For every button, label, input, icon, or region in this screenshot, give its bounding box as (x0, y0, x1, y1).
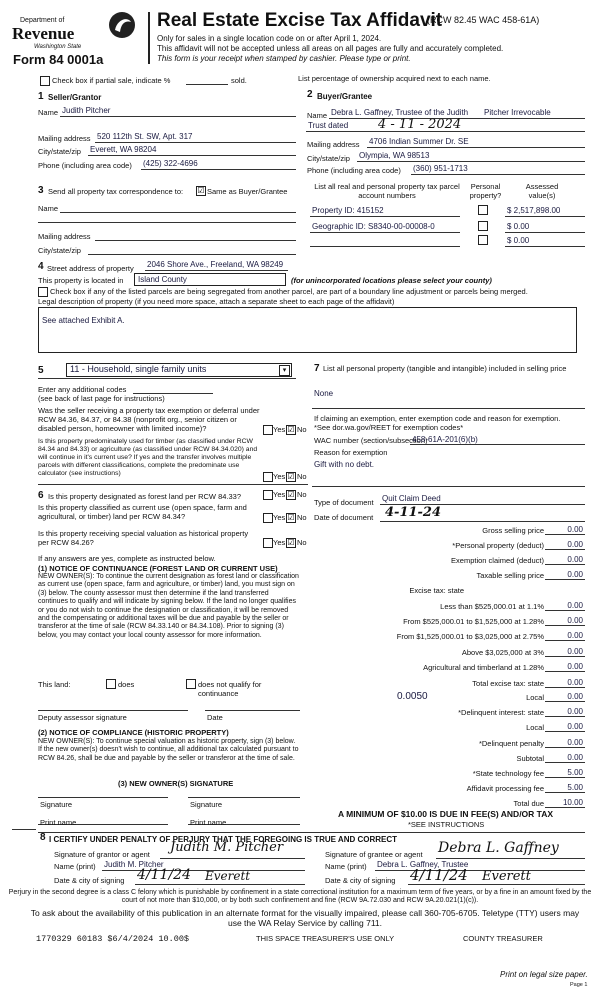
tax-value[interactable]: 0.00 (567, 678, 583, 687)
corr-address-label: Mailing address (38, 232, 91, 241)
same-as-buyer-checkbox[interactable]: ☑ (197, 186, 205, 195)
corr-name-label: Name (38, 204, 59, 213)
tax-label: Total due (513, 799, 544, 808)
legal-size-note: Print on legal size paper. (500, 970, 588, 979)
page-number: Page 1 (570, 982, 588, 988)
use-number: 5 (38, 365, 44, 376)
personal-property-checkbox[interactable] (478, 221, 488, 231)
grantee-name-line (375, 870, 585, 871)
grantee-date-line (408, 884, 585, 885)
parcel-col-header: List all real and personal property tax parcel account numbers (314, 182, 460, 200)
tax-label: Affidavit processing fee (466, 784, 544, 793)
tax-label: Less than $525,000.01 at 1.1% (440, 602, 544, 611)
see-instructions-note: *SEE INSTRUCTIONS (408, 820, 485, 829)
seller-address-label: Mailing address (38, 134, 91, 143)
notice1-body: NEW OWNER(S): To continue the current designation as forest land or classification as current use (open space, farm and agriculture, or timber) land, you must sign on (3) below. The county assessor must then determine if the land transferred continues to qualify and will indicate by signing below. If the land no longer qualifies or you do not wish to continue the designation or classification, it will be removed and the compensating or additional taxes will be due and payable by the seller or transferor at the time of sale (RCW 84.33.140 or 84.34.108). Prior to signing (3) below, you may contact your local county assessor for more information. (38, 573, 299, 639)
tax-value[interactable]: 0.00 (567, 722, 583, 731)
personal-property-value[interactable]: None (314, 389, 334, 398)
tax-value-line (545, 762, 585, 763)
tax-label: From $525,000.01 to $1,525,000 at 1.28% (403, 617, 544, 626)
agency-top: Department of (20, 17, 65, 24)
county-select[interactable] (134, 273, 286, 286)
assessed-line (505, 246, 585, 247)
tax-value-line (545, 610, 585, 611)
new-owner-signature-line-1[interactable] (38, 797, 168, 798)
grantor-date[interactable]: 4/11/24 (137, 867, 191, 883)
notice1-title: (1) NOTICE OF CONTINUANCE (FOREST LAND OR CURRENT USE) (38, 564, 278, 573)
seller-address-line (95, 142, 296, 143)
deputy-date-label: Date (207, 713, 223, 722)
notice2-title: (2) NOTICE OF COMPLIANCE (HISTORIC PROPERTY) (38, 728, 229, 737)
seller-city-line (88, 155, 296, 156)
wac-value[interactable]: 458-61A-201(6)(b) (412, 435, 478, 444)
grantor-signature-label: Signature of grantor or agent (54, 850, 150, 859)
parcel-account[interactable]: Geographic ID: S8340-00-00008-0 (312, 222, 435, 231)
form-number: Form 84 0001a (13, 52, 104, 67)
legal-description-field[interactable] (38, 307, 577, 353)
tax-value-line (545, 777, 585, 778)
partial-percent-line[interactable] (186, 84, 228, 85)
tax-value-line (545, 564, 585, 565)
tax-value-line (545, 579, 585, 580)
personal-number: 7 (314, 363, 320, 374)
correspondence-label: Send all property tax correspondence to: (48, 187, 184, 196)
seller-phone-line (141, 169, 296, 170)
seller-name-line (60, 116, 296, 117)
partial-sale-sold: sold. (231, 76, 247, 85)
ownership-note: List percentage of ownership acquired next to each name. (298, 74, 491, 83)
tax-value-line (545, 792, 585, 793)
buyer-trust-date[interactable]: 4 - 11 - 2024 (378, 117, 462, 132)
grantee-date[interactable]: 4/11/24 (410, 866, 468, 884)
correspondence-number: 3 (38, 185, 44, 196)
local-rate: 0.0050 (397, 691, 428, 702)
new-owner-print-label-1: Print name (40, 818, 77, 827)
parcel-account[interactable]: Property ID: 415152 (312, 206, 384, 215)
grantor-city[interactable]: Everett (205, 869, 251, 883)
county-treasurer-label: COUNTY TREASURER (463, 934, 543, 943)
tax-value-line (545, 640, 585, 641)
buyer-name-line2[interactable]: Trust dated (308, 121, 349, 130)
tax-value[interactable]: 0.00 (567, 647, 583, 656)
use-code-value: 11 - Household, single family units (70, 364, 207, 374)
reason-rule (312, 486, 585, 487)
forest-q1-no-label: No (297, 490, 307, 499)
tax-value[interactable]: 0.00 (567, 616, 583, 625)
seller-phone-label: Phone (including area code) (38, 161, 132, 170)
tax-label: Local (526, 693, 544, 702)
buyer-address-label: Mailing address (307, 140, 360, 149)
corr-name-line[interactable] (60, 212, 296, 213)
header-note-3: This form is your receipt when stamped by cashier. Please type or print. (157, 54, 411, 63)
tax-label: Total excise tax: state (472, 679, 544, 688)
county-value: Island County (138, 275, 187, 284)
chevron-down-icon[interactable]: ▾ (279, 365, 290, 376)
grantee-city[interactable]: Everett (482, 869, 531, 884)
receipt-stamp: 1770329 60183 $6/4/2024 10.00$ (36, 934, 190, 944)
notice2-body: NEW OWNER(S): To continue special valuation as historic property, sign (3) below. If the new owner(s) doesn't wish to continue, all additional tax calculated pursuant to RCW 84.26, shall be due and payable by the seller or transferor at the time of sale. (38, 738, 299, 762)
use-code-select[interactable] (66, 363, 292, 377)
buyer-address[interactable]: 4706 Indian Summer Dr. SE (369, 137, 469, 146)
partial-sale-checkbox[interactable] (40, 76, 50, 86)
additional-codes-note: (see back of last page for instructions) (38, 394, 165, 403)
grantee-name[interactable]: Debra L. Gaffney, Trustee (377, 860, 469, 869)
seller-address[interactable]: 520 112th St. SW, Apt. 317 (97, 132, 193, 141)
tax-value-line (545, 731, 585, 732)
tax-label: *Delinquent penalty (478, 739, 544, 748)
corr-city-line[interactable] (88, 254, 296, 255)
forest-q1: Is this property designated as forest land per RCW 84.33? (48, 492, 242, 501)
tax-value[interactable]: 0.00 (567, 707, 583, 716)
header-note-1: Only for sales in a single location code on or after April 1, 2024. (157, 34, 382, 43)
deputy-signature-label: Deputy assessor signature (38, 713, 127, 722)
minimum-due-note: A MINIMUM OF $10.00 IS DUE IN FEE(S) AND/OR TAX (338, 809, 554, 819)
forest-q2-yes-label: Yes (273, 513, 286, 522)
forest-q2-yes-checkbox[interactable] (263, 513, 273, 523)
grantor-name-label: Name (print) (54, 862, 96, 871)
tax-label: Above $3,025,000 at 3% (461, 648, 544, 657)
timber-no-checkbox[interactable]: ☑ (287, 472, 295, 481)
location-number: 4 (38, 261, 44, 272)
assessed-value[interactable]: $ 0.00 (507, 236, 530, 245)
corr-name-line2[interactable] (38, 222, 296, 223)
tax-label: From $1,525,000.01 to $3,025,000 at 2.75% (396, 632, 544, 641)
section-5-bottom-rule (38, 484, 308, 485)
new-owner-signature-line-2[interactable] (188, 797, 300, 798)
buyer-address-line (367, 147, 585, 148)
street-line (145, 270, 288, 271)
form-title: Real Estate Excise Tax Affidavit (157, 10, 443, 31)
legal-description-label: Legal description of property (if you need more space, attach a separate sheet to each page of the affidavit) (38, 297, 395, 306)
treasurer-use-note: THIS SPACE TREASURER'S USE ONLY (256, 934, 395, 943)
new-owner-signature-label-2: Signature (190, 800, 223, 809)
assessed-line (505, 216, 585, 217)
document-date[interactable]: 4-11-24 (385, 505, 442, 520)
section-5-rule (38, 378, 296, 379)
grantor-name-line (102, 870, 305, 871)
timber-yes-checkbox[interactable] (263, 472, 273, 482)
tax-label: *State technology fee (472, 769, 544, 778)
land-does-not-checkbox[interactable] (186, 679, 196, 689)
if-yes-note: If any answers are yes, complete as instructed below. (38, 554, 216, 563)
personal-col-header: Personal property? (469, 182, 502, 200)
seller-phone[interactable]: (425) 322-4696 (143, 159, 198, 168)
forest-q3-no-checkbox[interactable]: ☑ (287, 538, 295, 547)
form-rcw: (RCW 82.45 WAC 458-61A) (427, 15, 540, 25)
forest-q3: Is this property receiving special valuation as historical property per RCW 84.26? (38, 529, 249, 547)
tax-value[interactable]: 5.00 (567, 783, 583, 792)
forest-q1-no-checkbox[interactable]: ☑ (287, 490, 295, 499)
segregated-note: Check box if any of the listed parcels are being segregated from another parcel, are part of a boundary line adjustment or parcels being merged. (50, 287, 528, 296)
land-does-label: does (118, 680, 135, 689)
grantor-signature[interactable]: Judith M. Pitcher (170, 840, 284, 855)
buyer-city-label: City/state/zip (307, 154, 350, 163)
document-date-label: Date of document (314, 513, 374, 522)
grantee-signature-line (436, 858, 585, 859)
section-8-rule (38, 832, 585, 833)
timber-yes-label: Yes (273, 472, 286, 481)
tax-label: Taxable selling price (476, 571, 544, 580)
tax-value-line (545, 687, 585, 688)
certify-heading: I CERTIFY UNDER PENALTY OF PERJURY THAT THE FOREGOING IS TRUE AND CORRECT (49, 835, 398, 844)
buyer-city-line (357, 161, 585, 162)
buyer-city[interactable]: Olympia, WA 98513 (359, 151, 430, 160)
tax-label: Excise tax: state (409, 586, 464, 595)
new-owner-signature-label-1: Signature (40, 800, 73, 809)
tax-value-line (545, 549, 585, 550)
assessed-col-header: Assessed value(s) (525, 182, 559, 200)
tax-value-line (545, 625, 585, 626)
new-owner-print-label-2: Print name (190, 818, 227, 827)
additional-codes-label: Enter any additional codes (38, 385, 127, 394)
buyer-phone-line (411, 174, 585, 175)
buyer-name-label: Name (307, 111, 328, 120)
buyer-number: 2 (307, 89, 313, 100)
tax-value[interactable]: 0.00 (567, 601, 583, 610)
agency-name: Revenue (12, 24, 75, 43)
seller-city-label: City/state/zip (38, 147, 81, 156)
tax-value-line (545, 656, 585, 657)
grantor-signature-line (160, 858, 305, 859)
tax-value-line (545, 534, 585, 535)
exemption-question: Was the seller receiving a property tax exemption or deferral under RCW 84.36, 84.37, or 84.38 (nonprofit org., senior citizen or disabled person, homeowner with limited income)? (38, 406, 260, 433)
corr-city-label: City/state/zip (38, 246, 81, 255)
timber-no-label: No (297, 472, 307, 481)
tax-value[interactable]: 0.00 (567, 540, 583, 549)
grantor-name[interactable]: Judith M. Pitcher (104, 860, 164, 869)
document-type[interactable]: Quit Claim Deed (382, 494, 441, 503)
tax-value[interactable]: 0.00 (567, 555, 583, 564)
tax-value[interactable]: 5.00 (567, 768, 583, 777)
personal-property-checkbox[interactable] (478, 205, 488, 215)
notice3-title: (3) NEW OWNER(S) SIGNATURE (118, 779, 234, 788)
parcel-line (310, 232, 460, 233)
exemption-yes-checkbox[interactable] (263, 425, 273, 435)
personal-property-rule (312, 408, 585, 409)
tax-value[interactable]: 10.00 (562, 798, 583, 807)
header-divider (148, 12, 150, 64)
reason-label: Reason for exemption (314, 448, 388, 457)
same-as-buyer-label: Same as Buyer/Grantee (207, 187, 288, 196)
document-date-line (380, 521, 585, 522)
street-address[interactable]: 2046 Shore Ave., Freeland, WA 98249 (147, 260, 284, 269)
tax-value[interactable]: 0.00 (567, 738, 583, 747)
buyer-phone[interactable]: (360) 951-1713 (413, 164, 468, 173)
grantee-signature-label: Signature of grantee or agent (325, 850, 423, 859)
exemption-claim-label: If claiming an exemption, enter exemption code and reason for exemption. *See dor.wa.gov/REET for exemption codes* (314, 414, 561, 432)
tax-value[interactable]: 0.00 (567, 692, 583, 701)
buyer-name-line-2 (306, 131, 585, 132)
street-label: Street address of property (47, 264, 134, 273)
header-note-2: This affidavit will not be accepted unless all areas on all pages are fully and accurately completed. (157, 44, 504, 53)
agency-state: Washington State (34, 44, 82, 50)
personal-property-label: List all personal property (tangible and intangible) included in selling price (323, 364, 567, 373)
parcel-line (310, 246, 460, 247)
grantee-date-label: Date & city of signing (325, 876, 396, 885)
deputy-date-line[interactable] (205, 710, 300, 711)
buyer-phone-label: Phone (including area code) (307, 166, 401, 175)
tax-value-line (545, 716, 585, 717)
grantor-date-line (135, 884, 305, 885)
alternate-format-note: To ask about the availability of this publication in an alternate format for the visually impaired, please call 360-705-6705. Teletype (TTY) users may use the WA Relay Service by calling 711. (30, 908, 580, 928)
tax-value[interactable]: 0.00 (567, 570, 583, 579)
buyer-name-line1b[interactable]: Pitcher Irrevocable (484, 108, 551, 117)
grantor-date-label: Date & city of signing (54, 876, 125, 885)
tax-value-line (545, 701, 585, 702)
segregated-checkbox[interactable] (38, 287, 48, 297)
tax-value[interactable]: 0.00 (567, 525, 583, 534)
tax-label: Exemption claimed (deduct) (451, 556, 544, 565)
exemption-no-checkbox[interactable]: ☑ (287, 425, 295, 434)
seller-city[interactable]: Everett, WA 98204 (90, 145, 157, 154)
seller-name[interactable]: Judith Pitcher (62, 106, 111, 115)
tax-value-line (545, 807, 585, 808)
unincorporated-note: (for unincorporated locations please select your county) (291, 276, 492, 285)
reason-value[interactable]: Gift with no debt. (314, 460, 375, 469)
seller-heading: Seller/Grantor (48, 93, 102, 102)
this-land-label: This land: (38, 680, 71, 689)
located-in-label: This property is located in (38, 276, 124, 285)
forest-q1-yes-label: Yes (273, 490, 286, 499)
legal-description-text: See attached Exhibit A. (42, 316, 125, 325)
certify-number: 8 (40, 832, 46, 843)
seller-number: 1 (38, 91, 44, 102)
tax-label: Local (526, 723, 544, 732)
wac-label: WAC number (section/subsection) (314, 436, 428, 445)
revenue-swirl-icon (107, 10, 137, 40)
assessed-value[interactable]: $ 2,517,898.00 (507, 206, 561, 215)
seller-name-label: Name (38, 108, 59, 117)
exemption-no-label: No (297, 425, 307, 434)
forest-q2: Is this property classified as current use (open space, farm and agricultural, or timber) land per RCW 84.34? (38, 503, 247, 521)
tax-label: Subtotal (516, 754, 544, 763)
corr-address-line[interactable] (95, 240, 296, 241)
land-does-not-label: does not qualify for continuance (198, 680, 262, 698)
tax-value-line (545, 671, 585, 672)
perjury-notice: Perjury in the second degree is a class C felony which is punishable by confinement in a state correctional institution for a maximum term of five years, or by a fine in an amount fixed by the court of not more than $10,000, or by both such confinement and fine (RCW 9A.72.030 and RCW 9A.20.021(1)(c)). (8, 889, 592, 904)
tax-value[interactable]: 0.00 (567, 662, 583, 671)
tax-label: Agricultural and timberland at 1.28% (423, 663, 544, 672)
wac-line (410, 444, 585, 445)
timber-question: Is this property predominately used for timber (as classified under RCW 84.34 and 84.33) or agriculture (as classified under RCW 84.34.020) and will continue in it's current use? If yes and the transfer involves multiple parcels with different classifications, complete the predominate use calculator (see instructions) (38, 438, 258, 477)
tax-label: *Personal property (deduct) (452, 541, 544, 550)
margin-mark (12, 829, 36, 830)
partial-sale-label: Check box if partial sale, indicate % (52, 76, 171, 85)
forest-q2-no-label: No (297, 513, 307, 522)
personal-property-checkbox[interactable] (478, 235, 488, 245)
forest-q3-yes-label: Yes (273, 538, 286, 547)
tax-label: *Delinquent interest: state (458, 708, 544, 717)
buyer-name-line1[interactable]: Debra L. Gaffney, Trustee of the Judith (331, 108, 469, 117)
forest-q3-no-label: No (297, 538, 307, 547)
tax-value-line (545, 747, 585, 748)
buyer-heading: Buyer/Grantee (317, 92, 373, 101)
assessed-value[interactable]: $ 0.00 (507, 222, 530, 231)
document-type-label: Type of document (314, 498, 374, 507)
forest-q2-no-checkbox[interactable]: ☑ (287, 513, 295, 522)
forest-number: 6 (38, 490, 44, 501)
exemption-yes-label: Yes (273, 425, 286, 434)
tax-value[interactable]: 0.00 (567, 631, 583, 640)
land-does-checkbox[interactable] (106, 679, 116, 689)
forest-q3-yes-checkbox[interactable] (263, 538, 273, 548)
assessed-line (505, 232, 585, 233)
forest-q1-yes-checkbox[interactable] (263, 490, 273, 500)
tax-value[interactable]: 0.00 (567, 753, 583, 762)
deputy-signature-line[interactable] (38, 710, 188, 711)
parcel-line (310, 216, 460, 217)
grantee-name-label: Name (print) (325, 862, 367, 871)
grantee-signature[interactable]: Debra L. Gaffney (438, 840, 559, 856)
tax-label: Gross selling price (482, 526, 544, 535)
